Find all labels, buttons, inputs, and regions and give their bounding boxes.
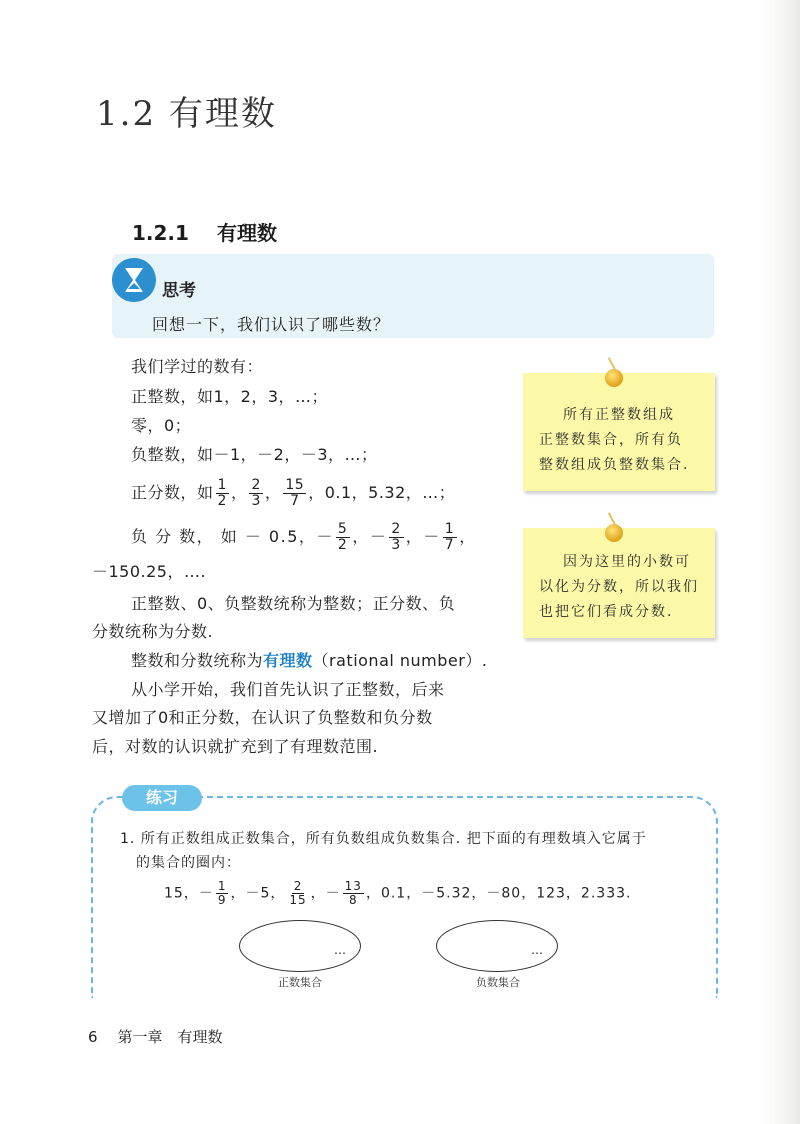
page-edge-shadow [760, 0, 800, 1124]
pushpin-icon [605, 369, 623, 387]
note-line: 以化为分数，所以我们 [539, 579, 699, 595]
paragraph-1-line-2: 分数统称为分数. [92, 622, 214, 641]
side-note-decimals [523, 528, 715, 638]
side-note-integers [523, 373, 715, 491]
positive-set-ellipse[interactable] [239, 920, 361, 972]
paragraph-1-line-1: 正整数、0、负整数统称为整数；正分数、负 [131, 594, 456, 613]
fraction: $\frac{2}{3}$ [251, 477, 261, 509]
positive-integers-line: 正整数，如1，2，3，…； [131, 387, 329, 406]
fraction: $\frac{13}{8}$ [344, 879, 362, 907]
positive-fractions-suffix: ，0.1，5.32，…； [308, 483, 456, 502]
fraction: $\frac{1}{7}$ [444, 521, 456, 553]
list-text: ，0.1，－5.32，－80，123，2.333. [365, 885, 632, 902]
exercise-question-line-2: 的集合的圈内： [136, 855, 241, 871]
chapter-title: 1.2 有理数 [96, 94, 277, 134]
note-line: 正整数集合，所有负 [539, 432, 683, 448]
fraction: $\frac{2}{15}$ [289, 879, 307, 907]
positive-fractions-prefix: 正分数，如 [131, 483, 214, 502]
negative-fractions-prefix: 负 分 数， 如 － 0.5，－ [131, 527, 334, 546]
hourglass-icon [112, 258, 156, 302]
page-number: 6 [88, 1028, 98, 1046]
note-line: 整数组成负整数集合. [539, 457, 690, 473]
section-heading [132, 217, 277, 246]
think-label: 思考 [162, 281, 196, 301]
positive-set-label: 正数集合 [278, 976, 322, 989]
paragraph-2-suffix: （rational number）. [312, 651, 488, 670]
fraction: $\frac{2}{3}$ [391, 521, 402, 553]
negative-set-ellipse[interactable] [436, 920, 558, 972]
paragraph-3-line-1: 从小学开始，我们首先认识了正整数，后来 [131, 680, 445, 699]
intro-line: 我们学过的数有： [131, 357, 264, 376]
fraction: $\frac{15}{7}$ [285, 477, 305, 509]
rational-number-list [164, 880, 631, 907]
negative-fractions-cont: －150.25，…. [92, 562, 207, 581]
paragraph-3-line-3: 后，对数的认识就扩充到了有理数范围. [92, 737, 379, 756]
negative-set-label: 负数集合 [476, 976, 520, 989]
note-line: 因为这里的小数可 [563, 554, 691, 570]
exercise-question-line-1: 1. 所有正数组成正数集合，所有负数组成负数集合. 把下面的有理数填入它属于 [120, 831, 647, 847]
section-title: 有理数 [216, 221, 277, 245]
note-line: 也把它们看成分数. [539, 604, 674, 620]
paragraph-2 [131, 651, 487, 671]
pushpin-icon [605, 524, 623, 542]
fraction: $\frac{1}{9}$ [217, 879, 227, 907]
list-text: 15，－ [164, 885, 214, 902]
ellipsis: … [334, 943, 346, 957]
fraction: $\frac{1}{2}$ [217, 477, 227, 509]
zero-line: 零，0； [131, 416, 192, 435]
positive-fractions-line: 正分数，如 $\frac{1}{2}$ ， $\frac{2}{3}$ ， $\frac{15}{7}$ ，0.1，5.32，…； [131, 477, 456, 509]
footer-chapter: 第一章 有理数 [117, 1028, 223, 1046]
paragraph-3-line-2: 又增加了0和正分数，在认识了负整数和负分数 [92, 708, 433, 727]
key-term: 有理数 [263, 651, 313, 670]
list-text: ，－ [310, 885, 341, 902]
negative-integers-line: 负整数，如－1，－2，－3，…； [131, 445, 378, 464]
negative-fractions-line: 负 分 数， 如 － 0.5，－ $\frac{5}{2}$ ，－ $\frac{2}{3}$ ，－ $\frac{1}{7}$ ， [131, 521, 477, 553]
list-text: ，－5， [230, 885, 286, 902]
ellipsis: … [531, 943, 543, 957]
note-line: 所有正整数组成 [563, 407, 675, 423]
section-number: 1.2.1 [132, 221, 189, 245]
paragraph-2-prefix: 整数和分数统称为 [131, 651, 264, 670]
fraction: $\frac{5}{2}$ [337, 521, 349, 553]
think-question: 回想一下，我们认识了哪些数？ [152, 315, 391, 334]
page-footer [88, 1026, 223, 1047]
exercise-badge: 练习 [122, 785, 202, 811]
